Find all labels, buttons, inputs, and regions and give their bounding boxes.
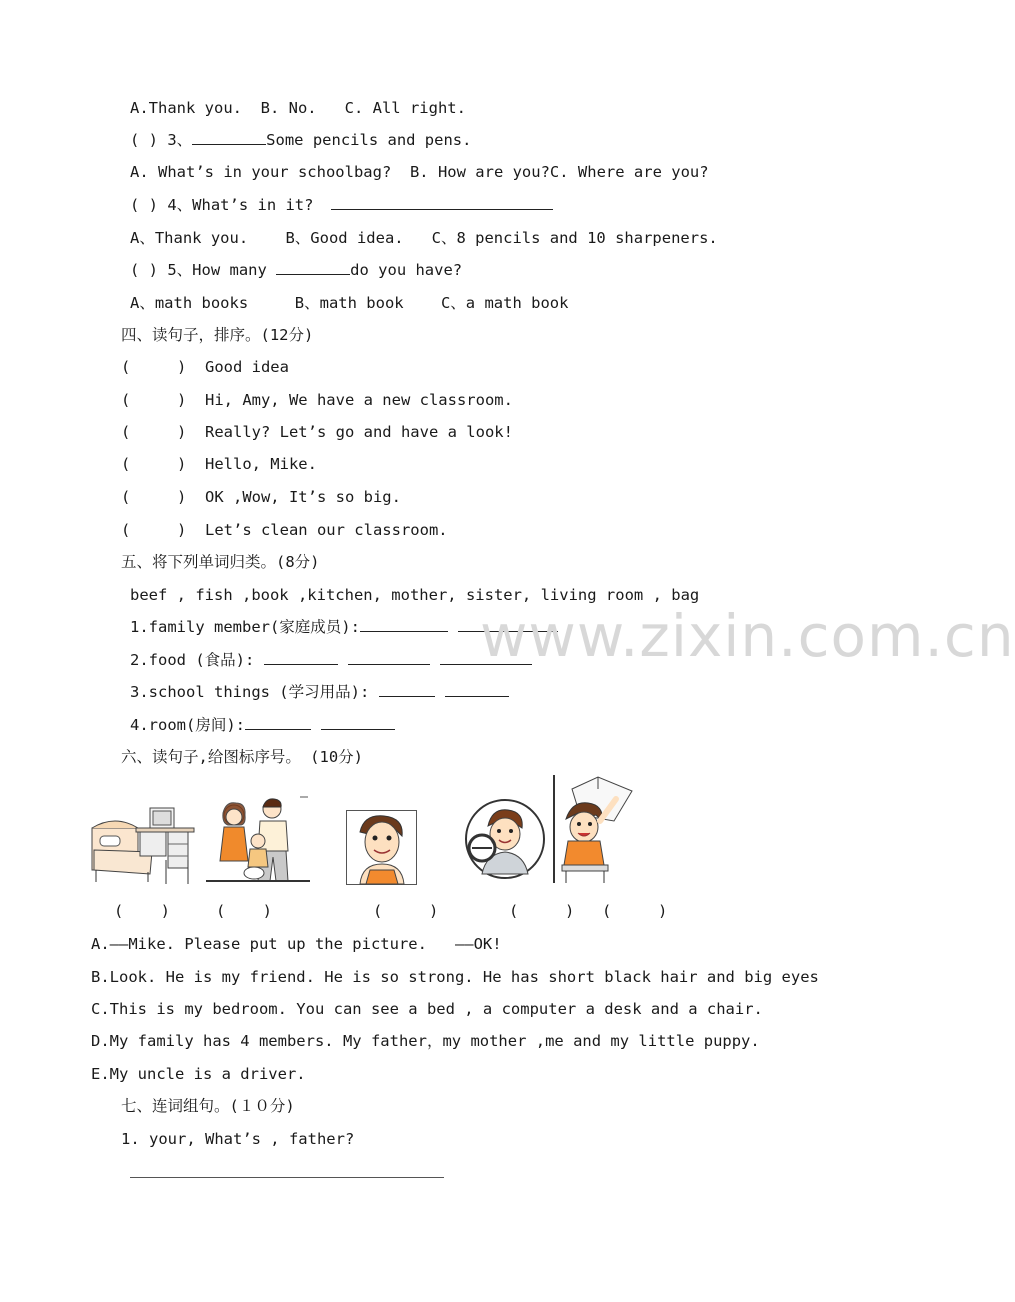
driver-picture xyxy=(464,798,546,880)
answer-blank[interactable] xyxy=(192,130,266,145)
sentence-d: D.My family has 4 members. My father，my mother ,me and my little puppy. xyxy=(91,1032,760,1050)
word-order-question-1: 1. your, What’s , father? xyxy=(121,1130,355,1148)
sentence-b: B.Look. He is my friend. He is so strong. He has short black hair and big eyes xyxy=(91,968,819,986)
question-2-options: A.Thank you. B. No. C. All right. xyxy=(130,99,466,117)
order-item: ( ) Hello, Mike. xyxy=(121,455,317,473)
picture-4-answer[interactable]: ( ) xyxy=(509,902,575,920)
question-5: ( ) 5、How many do you have? xyxy=(130,261,463,279)
question-3-options: A. What’s in your schoolbag? B. How are you?C. Where are you? xyxy=(130,163,709,181)
answer-blank[interactable] xyxy=(379,682,435,697)
category-room: 4.room(房间): xyxy=(130,715,395,735)
family-picture xyxy=(206,795,310,885)
boy-picture-picture xyxy=(552,775,636,885)
answer-blank[interactable] xyxy=(321,715,395,730)
watermark: www.zixin.com.cn xyxy=(480,602,1015,670)
answer-blank[interactable] xyxy=(331,195,553,210)
picture-2-answer[interactable]: ( ) xyxy=(216,902,272,920)
sentence-a: A.——Mike. Please put up the picture. ——OK! xyxy=(91,935,502,953)
category-family: 1.family member(家庭成员): xyxy=(130,617,558,637)
section-7-heading: 七、连词组句。(１０分) xyxy=(121,1097,295,1115)
question-3: ( ) 3、 Some pencils and pens. xyxy=(130,131,472,149)
order-item: ( ) Good idea xyxy=(121,358,289,376)
sentence-e: E.My uncle is a driver. xyxy=(91,1065,306,1083)
strong-boy-picture xyxy=(346,810,418,886)
section-6-heading: 六、读句子,给图标序号。 (10分) xyxy=(121,748,363,766)
section-5-heading: 五、将下列单词归类。(8分) xyxy=(121,553,320,571)
picture-5-answer[interactable]: ( ) xyxy=(602,902,668,920)
answer-blank[interactable] xyxy=(264,650,338,665)
answer-blank[interactable] xyxy=(276,260,350,275)
category-food: 2.food (食品): xyxy=(130,650,532,670)
category-school-things: 3.school things (学习用品): xyxy=(130,682,509,702)
order-item: ( ) OK ,Wow, It’s so big. xyxy=(121,488,401,506)
picture-3-answer[interactable]: ( ) xyxy=(373,902,439,920)
answer-blank[interactable] xyxy=(360,617,448,632)
answer-line[interactable] xyxy=(130,1177,444,1178)
order-item: ( ) Really? Let’s go and have a look! xyxy=(121,423,513,441)
question-5-options: A、math books B、math book C、a math book xyxy=(130,294,569,312)
answer-blank[interactable] xyxy=(348,650,430,665)
answer-blank[interactable] xyxy=(445,682,509,697)
order-item: ( ) Hi, Amy, We have a new classroom. xyxy=(121,391,513,409)
bedroom-picture xyxy=(92,800,194,884)
question-4-options: A、Thank you. B、Good idea. C、8 pencils and 10 sharpeners. xyxy=(130,229,718,247)
section-4-heading: 四、读句子，排序。(12分) xyxy=(121,326,314,344)
order-item: ( ) Let’s clean our classroom. xyxy=(121,521,448,539)
sentence-c: C.This is my bedroom. You can see a bed , a computer a desk and a chair. xyxy=(91,1000,763,1018)
word-bank: beef , fish ,book ,kitchen, mother, sister, living room , bag xyxy=(130,586,700,604)
question-4: ( ) 4、What’s in it? xyxy=(130,195,553,215)
picture-1-answer[interactable]: ( ) xyxy=(114,902,170,920)
answer-blank[interactable] xyxy=(245,715,311,730)
